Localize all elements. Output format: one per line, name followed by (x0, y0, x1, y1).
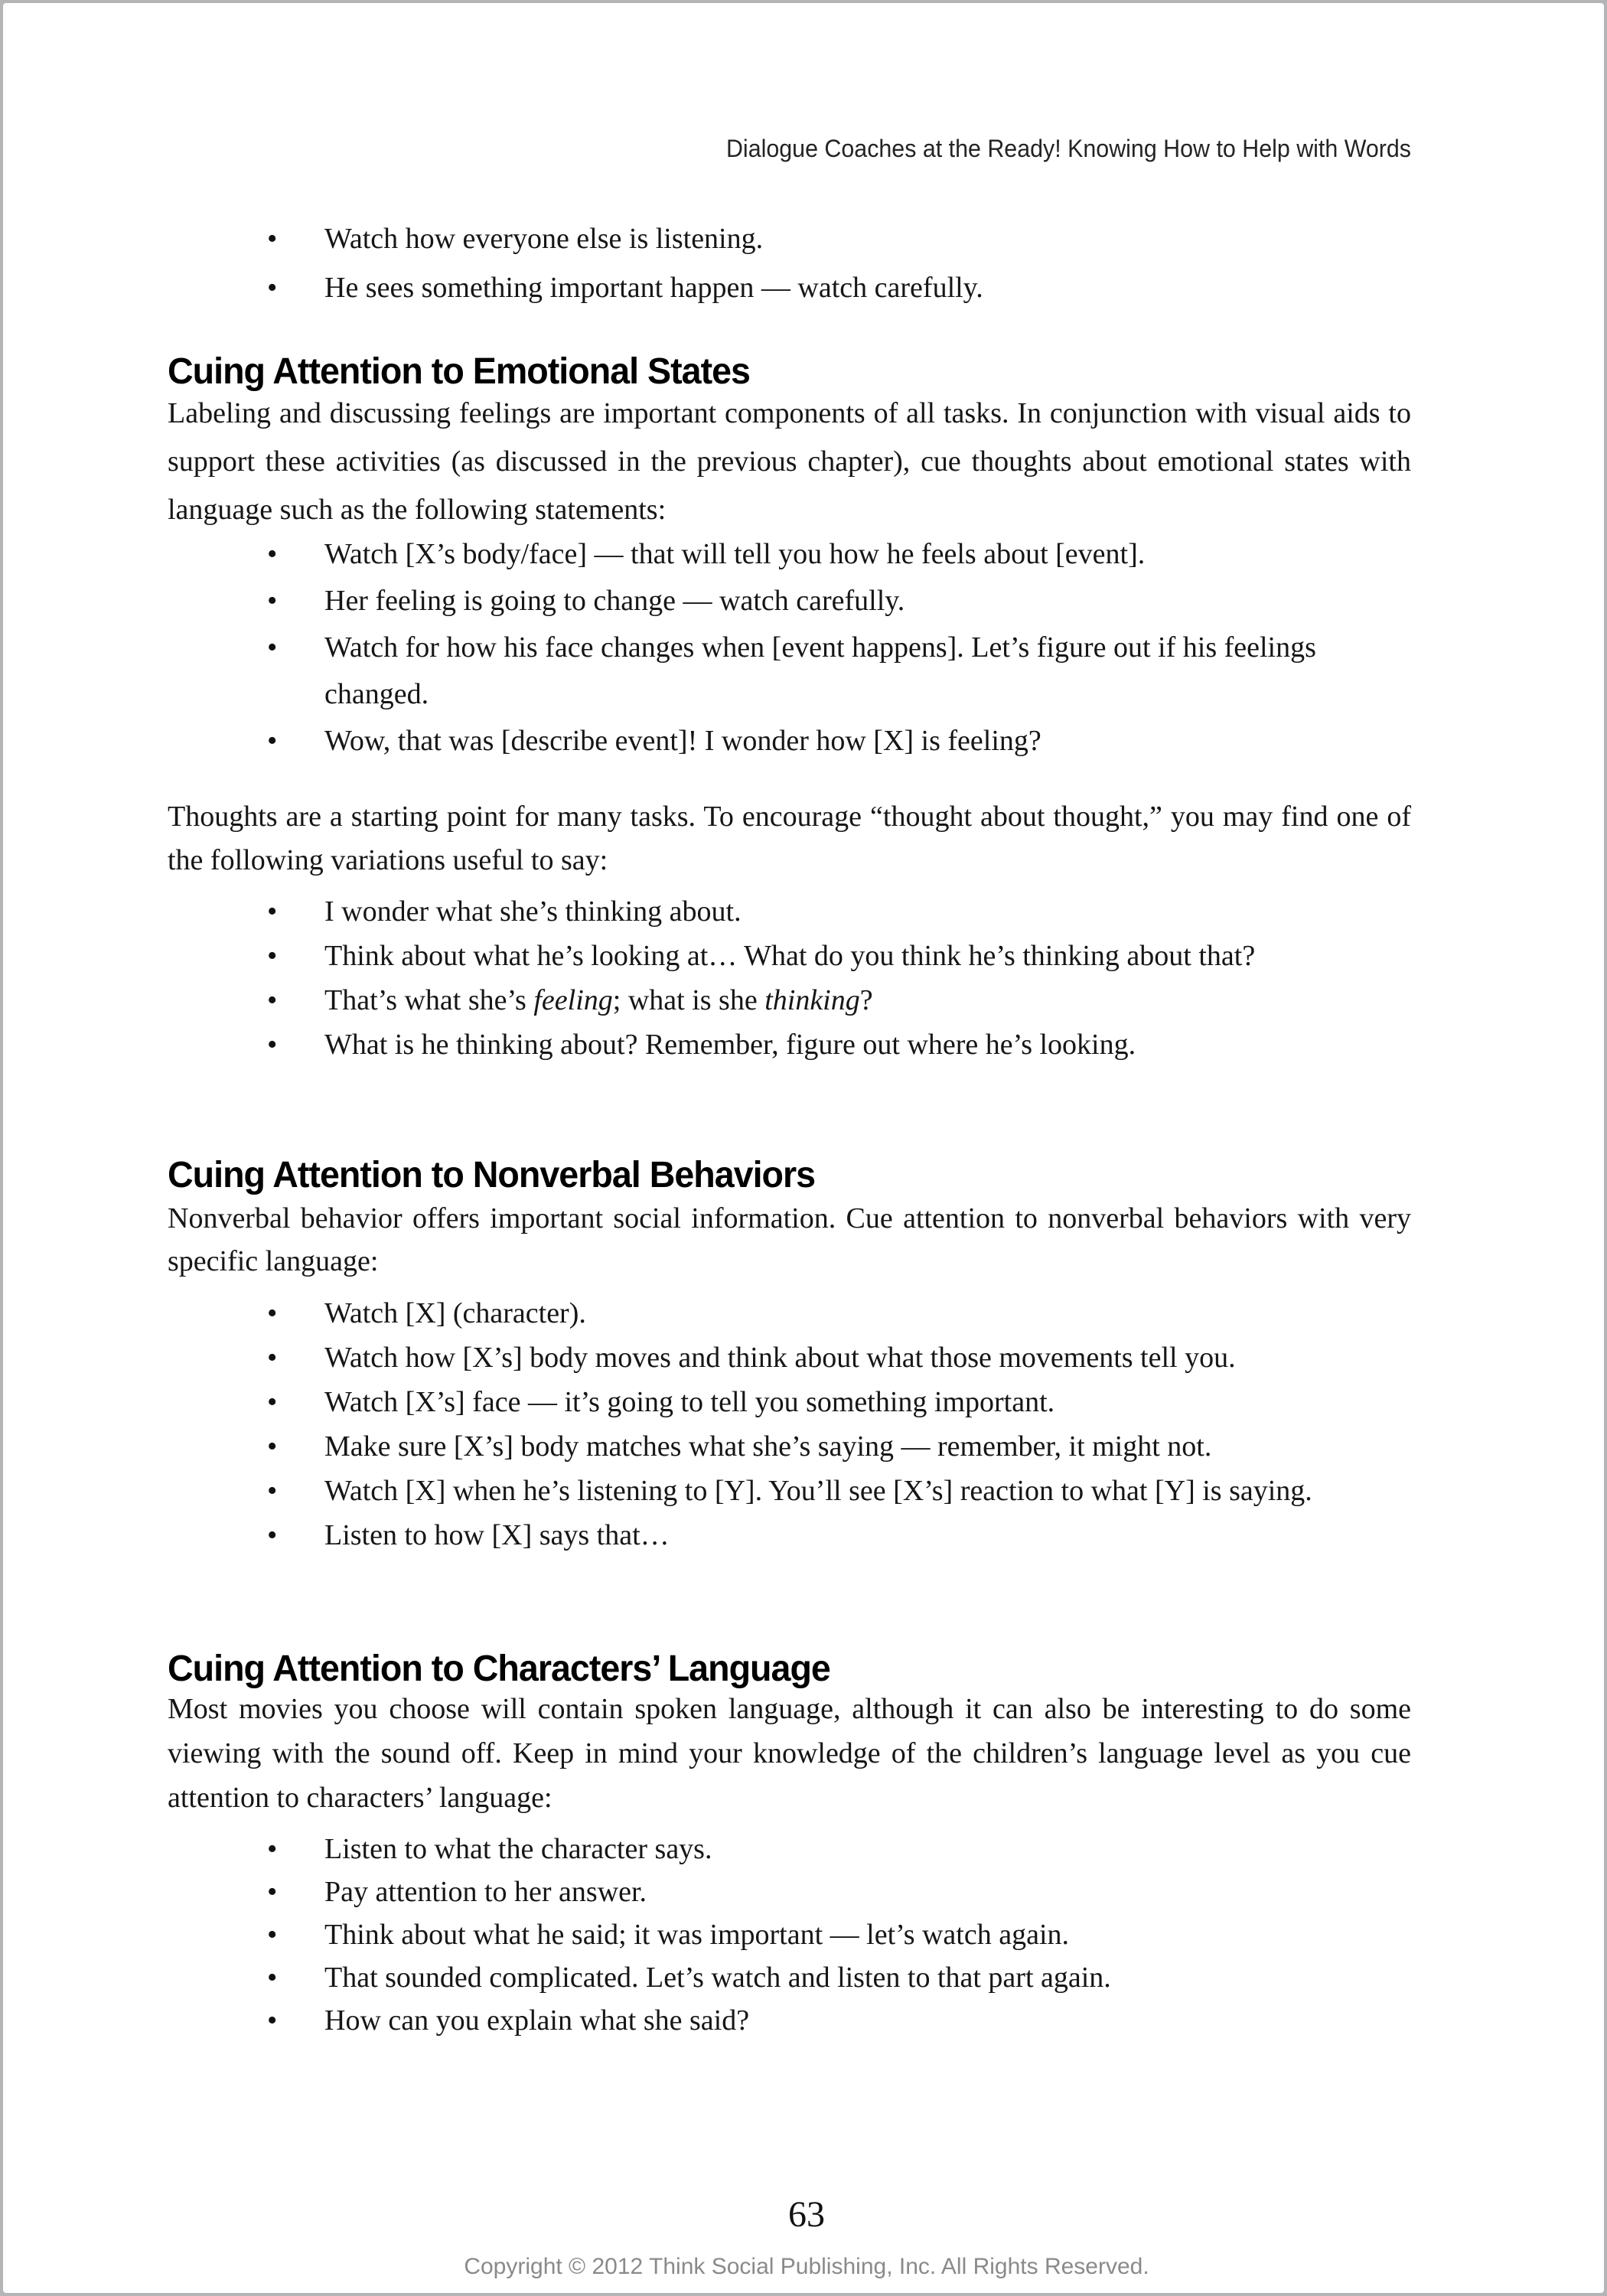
list-item: • Listen to what the character says. (168, 1828, 1411, 1870)
list-item: • Watch [X] when he’s listening to [Y]. You’ll see [X’s] reaction to what [Y] is saying. (168, 1469, 1411, 1513)
list-item: • He sees something important happen — watch carefully. (168, 263, 1411, 312)
page-number: 63 (788, 2194, 825, 2235)
list-item: • Watch [X’s body/face] — that will tell you how he feels about [event]. (168, 531, 1411, 578)
running-header: Dialogue Coaches at the Ready! Knowing How to Help with Words (725, 135, 1411, 162)
italic-word: thinking (764, 984, 860, 1016)
list-item (168, 978, 1411, 1022)
list-item: • Make sure [X’s] body matches what she’s saying — remember, it might not. (168, 1424, 1411, 1469)
list-item: • How can you explain what she said? (168, 1999, 1411, 2042)
italic-word: feeling (533, 984, 613, 1016)
list-item: • Watch for how his face changes when [event happens]. Let’s figure out if his feelings changed. (168, 625, 1411, 718)
section-heading-characters-language: Cuing Attention to Characters’ Language (168, 1649, 830, 1689)
characters-language-bullet-list (168, 1828, 1411, 2042)
section-paragraph: Labeling and discussing feelings are important components of all tasks. In conjunction with visual aids to support these activities (as discussed in the previous chapter), cue thoughts about emotional states with language such as the following statements: (168, 397, 1411, 526)
list-item: • Her feeling is going to change — watch carefully. (168, 578, 1411, 625)
list-item: • What is he thinking about? Remember, figure out where he’s looking. (168, 1022, 1411, 1067)
emotional-states-bullet-list (168, 531, 1411, 765)
list-item: • Think about what he said; it was important — let’s watch again. (168, 1913, 1411, 1956)
list-item: • Watch how [X’s] body moves and think about what those movements tell you. (168, 1336, 1411, 1380)
list-item: • Think about what he’s looking at… What do you think he’s thinking about that? (168, 934, 1411, 978)
copyright-notice: Copyright © 2012 Think Social Publishing, Inc. All Rights Reserved. (464, 2254, 1149, 2279)
nonverbal-behaviors-bullet-list (168, 1291, 1411, 1557)
list-item: • Watch [X’s] face — it’s going to tell you something important. (168, 1380, 1411, 1424)
section-paragraph: Most movies you choose will contain spoken language, although it can also be interesting to do some viewing with the sound off. Keep in mind your knowledge of the children’s language level as you cue attention to characters’ language: (168, 1693, 1411, 1814)
list-item: • Watch [X] (character). (168, 1291, 1411, 1336)
list-item: • Watch how everyone else is listening. (168, 214, 1411, 263)
section-heading-nonverbal-behaviors: Cuing Attention to Nonverbal Behaviors (168, 1155, 816, 1195)
list-item: • Pay attention to her answer. (168, 1870, 1411, 1913)
section-paragraph: Nonverbal behavior offers important social information. Cue attention to nonverbal behaviors with very specific language: (168, 1202, 1411, 1277)
thought-variations-bullet-list (168, 889, 1411, 1067)
list-item: • Listen to how [X] says that… (168, 1513, 1411, 1557)
section-heading-emotional-states: Cuing Attention to Emotional States (168, 351, 750, 392)
section-paragraph: Thoughts are a starting point for many tasks. To encourage “thought about thought,” you may find one of the following variations useful to say: (168, 801, 1411, 876)
list-item: • That sounded complicated. Let’s watch and listen to that part again. (168, 1956, 1411, 1999)
intro-bullet-list (168, 214, 1411, 312)
bullet-text-segment: That’s what she’s (324, 984, 534, 1016)
list-item: • I wonder what she’s thinking about. (168, 889, 1411, 934)
bullet-text-segment: ; what is she (612, 984, 765, 1016)
bullet-text-segment: ? (859, 984, 873, 1016)
list-item: • Wow, that was [describe event]! I wonder how [X] is feeling? (168, 718, 1411, 765)
